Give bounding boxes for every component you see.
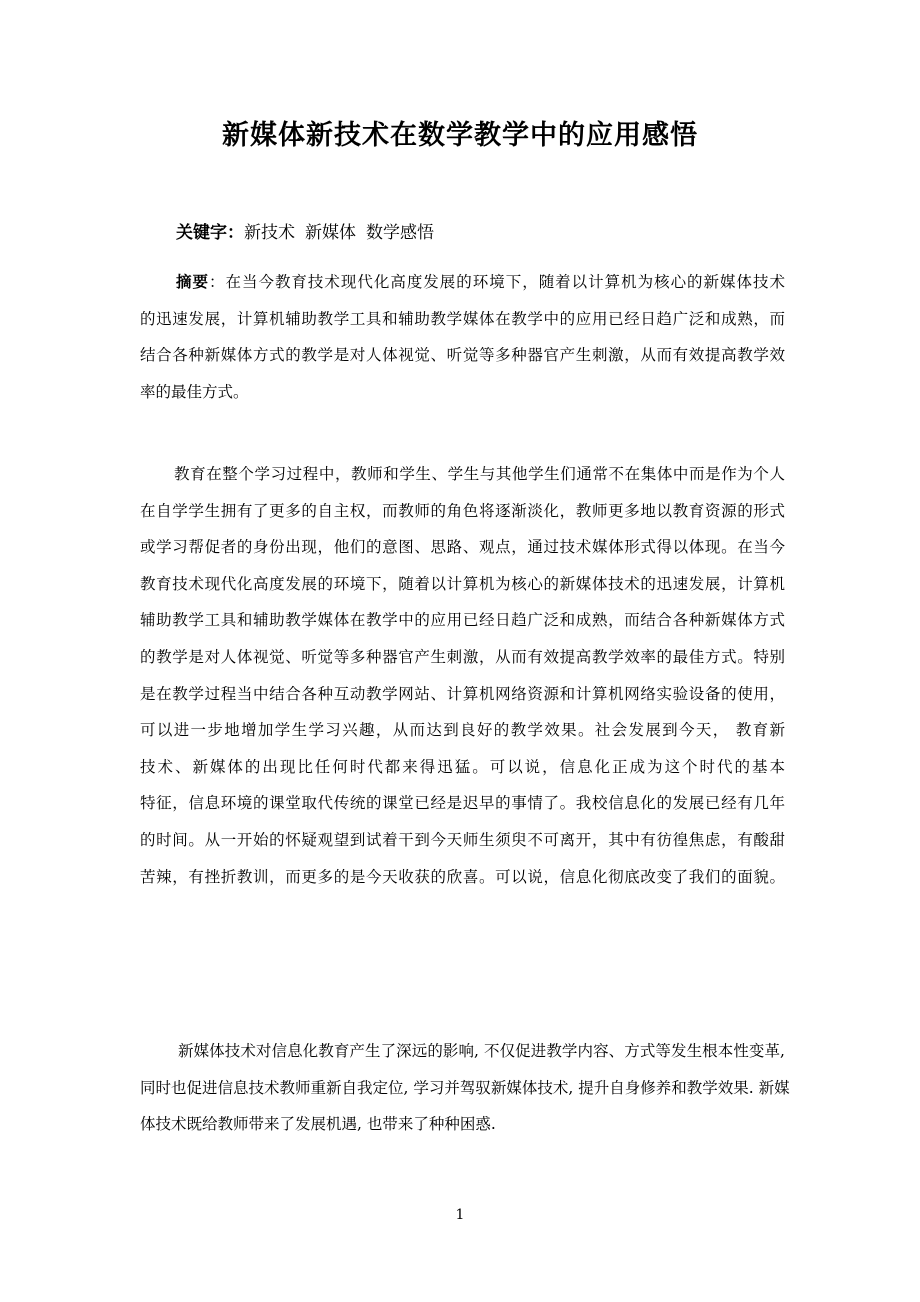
abstract-colon: ：	[208, 273, 226, 291]
paragraph-line: 的教学是对人体视觉、听觉等多种器官产生刺激，从而有效提高教学效率的最佳方式。特别	[140, 647, 785, 666]
paragraph-line: 教育在整个学习过程中，教师和学生、学生与其他学生们通常不在集体中而是作为个人	[174, 465, 785, 483]
keywords-label: 关键字：	[176, 223, 244, 243]
paragraph-line: 的时间。从一开始的怀疑观望到试着干到今天师生须臾不可离开，其中有彷徨焦虑，有酸甜	[140, 830, 785, 849]
paragraph-line: 同时也促进信息技术教师重新自我定位, 学习并驾驭新媒体技术, 提升自身修养和教学效果. 新媒	[140, 1078, 790, 1097]
keywords-line	[176, 218, 444, 248]
abstract-text: 在当今教育技术现代化高度发展的环境下，随着以计算机为核心的新媒体技术	[225, 273, 785, 291]
paragraph-line: 特征，信息环境的课堂取代传统的课堂已经是迟早的事情了。我校信息化的发展已经有几年	[140, 794, 785, 813]
paragraph-line: 在自学学生拥有了更多的自主权，而教师的角色将逐渐淡化，教师更多地以教育资源的形式	[140, 501, 785, 520]
abstract-line: 结合各种新媒体方式的教学是对人体视觉、听觉等多种器官产生刺激，从而有效提高教学效	[140, 346, 785, 365]
paragraph-line: 或学习帮促者的身份出现，他们的意图、思路、观点，通过技术媒体形式得以体现。在当今	[140, 538, 785, 557]
keyword-item: 数学感悟	[366, 223, 434, 243]
abstract-label: 摘要	[176, 272, 209, 291]
body-paragraph-2	[140, 456, 785, 895]
paragraph-line: 新媒体技术对信息化教育产生了深远的影响, 不仅促进教学内容、方式等发生根本性变革,	[178, 1042, 785, 1060]
abstract-line: 率的最佳方式。	[140, 382, 249, 401]
abstract-line-1	[140, 264, 785, 301]
abstract-paragraph	[140, 264, 785, 410]
paragraph-line: 是在教学过程当中结合各种互动教学网站、计算机网络资源和计算机网络实验设备的使用，	[140, 684, 785, 703]
abstract-line: 的迅速发展，计算机辅助教学工具和辅助教学媒体在教学中的应用已经日趋广泛和成熟，而	[140, 309, 785, 328]
paragraph-line: 苦辣，有挫折教训，而更多的是今天收获的欣喜。可以说，信息化彻底改变了我们的面貌。	[140, 867, 785, 886]
paragraph-line: 体技术既给教师带来了发展机遇, 也带来了种种困惑.	[140, 1115, 496, 1134]
paragraph-line: 辅助教学工具和辅助教学媒体在教学中的应用已经日趋广泛和成熟，而结合各种新媒体方式	[140, 611, 785, 630]
keyword-item: 新媒体	[305, 223, 356, 243]
page-number: 1	[455, 1207, 465, 1223]
paragraph-line: 技术、新媒体的出现比任何时代都来得迅猛。可以说，信息化正成为这个时代的基本	[140, 757, 785, 776]
paragraph-line: 教育技术现代化高度发展的环境下，随着以计算机为核心的新媒体技术的迅速发展，计算机	[140, 574, 785, 593]
paragraph-line: 可以进一步地增加学生学习兴趣，从而达到良好的教学效果。社会发展到今天， 教育新	[140, 721, 785, 740]
document-title: 新媒体新技术在数学教学中的应用感悟	[222, 120, 698, 151]
keyword-item: 新技术	[244, 223, 295, 243]
body-paragraph-3	[140, 1033, 790, 1143]
